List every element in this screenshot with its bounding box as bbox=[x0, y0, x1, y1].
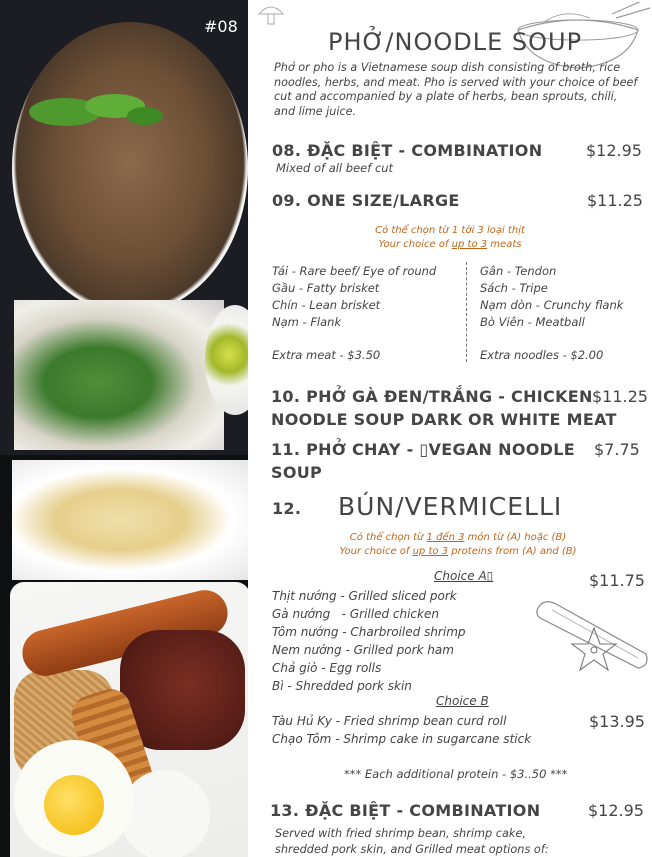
option-item: Sách - Tripe bbox=[480, 281, 548, 295]
list-item: Thịt nướng - Grilled sliced pork bbox=[272, 589, 457, 603]
item-09-left-options bbox=[272, 263, 436, 331]
item-09-right-options bbox=[480, 263, 623, 331]
item-13-desc: Served with fried shrimp bean, shrimp cake, shredded pork skin, and Grilled meat options of: bbox=[275, 827, 549, 856]
list-item: Nem nướng - Grilled pork ham bbox=[272, 643, 454, 657]
list-item: Bì - Shredded pork skin bbox=[272, 679, 412, 693]
food-photo-column bbox=[0, 0, 248, 857]
bun-note-en: Your choice of up to 3 proteins from (A) and (B) bbox=[339, 546, 577, 557]
item-08-title: 08. ĐẶC BIỆT - COMBINATION bbox=[272, 141, 543, 160]
options-divider bbox=[466, 262, 467, 362]
item-12-number: 12. bbox=[272, 499, 302, 518]
option-item: Tái - Rare beef/ Eye of round bbox=[272, 264, 437, 278]
mushroom-sketch-icon bbox=[256, 0, 286, 28]
list-item: Chả giò - Egg rolls bbox=[272, 661, 382, 675]
item-09-price: $11.25 bbox=[587, 191, 643, 210]
list-item: Chạo Tôm - Shrimp cake in sugarcane stick bbox=[272, 732, 532, 746]
pho-intro: Phở or pho is a Vietnamese soup dish consisting of broth, rice noodles, herbs, and meat. Pho is served with your choice of beef cut and accompanied by a plate of herbs, bean sprouts, chili, and lime juice. bbox=[274, 61, 638, 118]
steamed-rice bbox=[120, 770, 210, 857]
item-10-title-line1: 10. PHỞ GÀ ĐEN/TRẮNG - CHICKEN bbox=[271, 387, 593, 406]
option-item: Gân - Tendon bbox=[480, 264, 557, 278]
additional-protein-note: *** Each additional protein - $3..50 *** bbox=[344, 767, 568, 781]
option-item: Gầu - Fatty brisket bbox=[272, 281, 380, 295]
choice-a-list bbox=[272, 587, 466, 695]
cinnamon-star-anise-sketch-icon bbox=[534, 596, 650, 682]
option-item: Bò Viên - Meatball bbox=[480, 315, 585, 329]
item-08-price: $12.95 bbox=[586, 141, 642, 160]
choice-b-list bbox=[272, 712, 531, 748]
pho-bowl bbox=[12, 22, 248, 314]
pho-section-title: PHỞ/NOODLE SOUP bbox=[328, 28, 583, 56]
option-item: Nạm - Flank bbox=[272, 315, 342, 329]
basil-garnish bbox=[20, 82, 170, 142]
item-11-title-line1: 11. PHỞ CHAY - ▯VEGAN NOODLE bbox=[271, 440, 575, 459]
item-11-price: $7.75 bbox=[594, 440, 640, 459]
bun-section-title: BÚN/VERMICELLI bbox=[338, 492, 563, 521]
item-08-desc: Mixed of all beef cut bbox=[276, 161, 394, 175]
bun-note-vi: Có thể chọn từ 1 đến 3 món từ (A) hoặc (B) bbox=[349, 532, 567, 543]
item-13-title: 13. ĐẶC BIỆT - COMBINATION bbox=[270, 801, 541, 820]
choice-b-label: Choice B bbox=[436, 694, 489, 708]
choice-a-label: Choice A▯ bbox=[434, 569, 494, 583]
fried-rice-plate bbox=[12, 460, 248, 580]
menu-page-number: #08 bbox=[204, 17, 238, 36]
item-11-title-line2: SOUP bbox=[271, 463, 323, 482]
choice-b-price: $13.95 bbox=[589, 712, 645, 731]
option-item: Nạm dòn - Crunchy flank bbox=[480, 298, 624, 312]
list-item: Gà nướng - Grilled chicken bbox=[272, 607, 439, 621]
choice-a-price: $11.75 bbox=[589, 571, 645, 590]
extra-noodles: Extra noodles - $2.00 bbox=[480, 348, 604, 362]
item-13-price: $12.95 bbox=[588, 801, 644, 820]
extra-meat: Extra meat - $3.50 bbox=[272, 348, 381, 362]
egg-yolk bbox=[44, 775, 104, 835]
herb-plate bbox=[14, 300, 224, 450]
option-item: Chín - Lean brisket bbox=[272, 298, 381, 312]
item-09-note-vi: Có thể chọn từ 1 tới 3 loại thịt bbox=[375, 225, 525, 236]
list-item: Tôm nướng - Charbroiled shrimp bbox=[272, 625, 466, 639]
list-item: Tàu Hủ Ky - Fried shrimp bean curd roll bbox=[272, 714, 507, 728]
item-10-price: $11.25 bbox=[592, 387, 648, 406]
item-09-note-en: Your choice of up to 3 meats bbox=[378, 239, 522, 250]
menu-content bbox=[248, 0, 652, 857]
item-09-title: 09. ONE SIZE/LARGE bbox=[272, 191, 460, 210]
pho-bowl-photo bbox=[0, 0, 248, 455]
item-10-title-line2: NOODLE SOUP DARK OR WHITE MEAT bbox=[271, 410, 617, 429]
